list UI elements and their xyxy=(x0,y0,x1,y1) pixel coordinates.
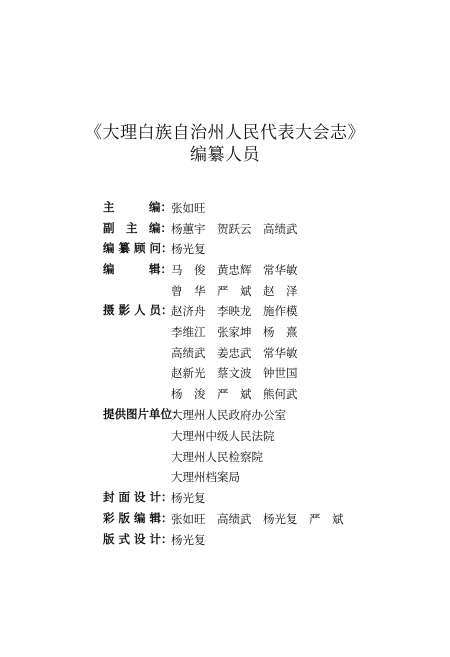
staff-value: 杨光复 xyxy=(171,242,206,256)
staff-value-continued: 大理州中级人民法院 xyxy=(171,429,275,443)
staff-label: 主 编： xyxy=(103,200,172,214)
book-title: 《大理白族自治州人民代表大会志》 xyxy=(85,123,365,143)
staff-value: 杨光复 xyxy=(171,533,206,547)
staff-value: 杨蕙宇 贺跃云 高绩武 xyxy=(171,222,298,236)
staff-row-editors xyxy=(103,262,172,276)
staff-label: 副 主 编： xyxy=(103,221,172,235)
staff-value: 张如旺 xyxy=(171,201,206,215)
staff-value: 张如旺 高绩武 杨光复 严 斌 xyxy=(171,512,344,526)
staff-value: 马 俊 黄忠辉 常华敏 xyxy=(171,263,298,277)
staff-row-photographers xyxy=(103,303,173,317)
staff-row-deputy-editor xyxy=(103,221,172,235)
section-heading: 编纂人员 xyxy=(190,145,260,165)
staff-value-continued: 杨 浚 严 斌 熊何武 xyxy=(171,387,298,401)
staff-label: 提供图片单位： xyxy=(103,407,184,421)
staff-label: 摄 影 人 员： xyxy=(103,303,173,317)
staff-label: 编 纂 顾 问： xyxy=(103,241,173,255)
staff-value: 杨光复 xyxy=(171,491,206,505)
staff-row-color-plates xyxy=(103,511,173,525)
staff-row-cover-design xyxy=(103,490,173,504)
staff-row-advisor xyxy=(103,241,173,255)
staff-label: 版 式 设 计： xyxy=(103,532,173,546)
staff-row-layout-design xyxy=(103,532,173,546)
staff-value-continued: 大理州人民检察院 xyxy=(171,450,263,464)
staff-value: 大理州人民政府办公室 xyxy=(171,408,286,422)
staff-label: 编 辑： xyxy=(103,262,172,276)
staff-row-chief-editor xyxy=(103,200,172,214)
staff-label: 彩 版 编 辑： xyxy=(103,511,173,525)
staff-value-continued: 赵新光 蔡文波 钟世国 xyxy=(171,366,298,380)
staff-value-continued: 曾 华 严 斌 赵 泽 xyxy=(171,284,298,298)
staff-value-continued: 高绩武 姜忠武 常华敏 xyxy=(171,346,298,360)
staff-label: 封 面 设 计： xyxy=(103,490,173,504)
staff-value-continued: 大理州档案局 xyxy=(171,470,240,484)
staff-value: 赵济舟 李映龙 施作模 xyxy=(171,304,298,318)
staff-value-continued: 李维江 张家坤 杨 熹 xyxy=(171,325,298,339)
